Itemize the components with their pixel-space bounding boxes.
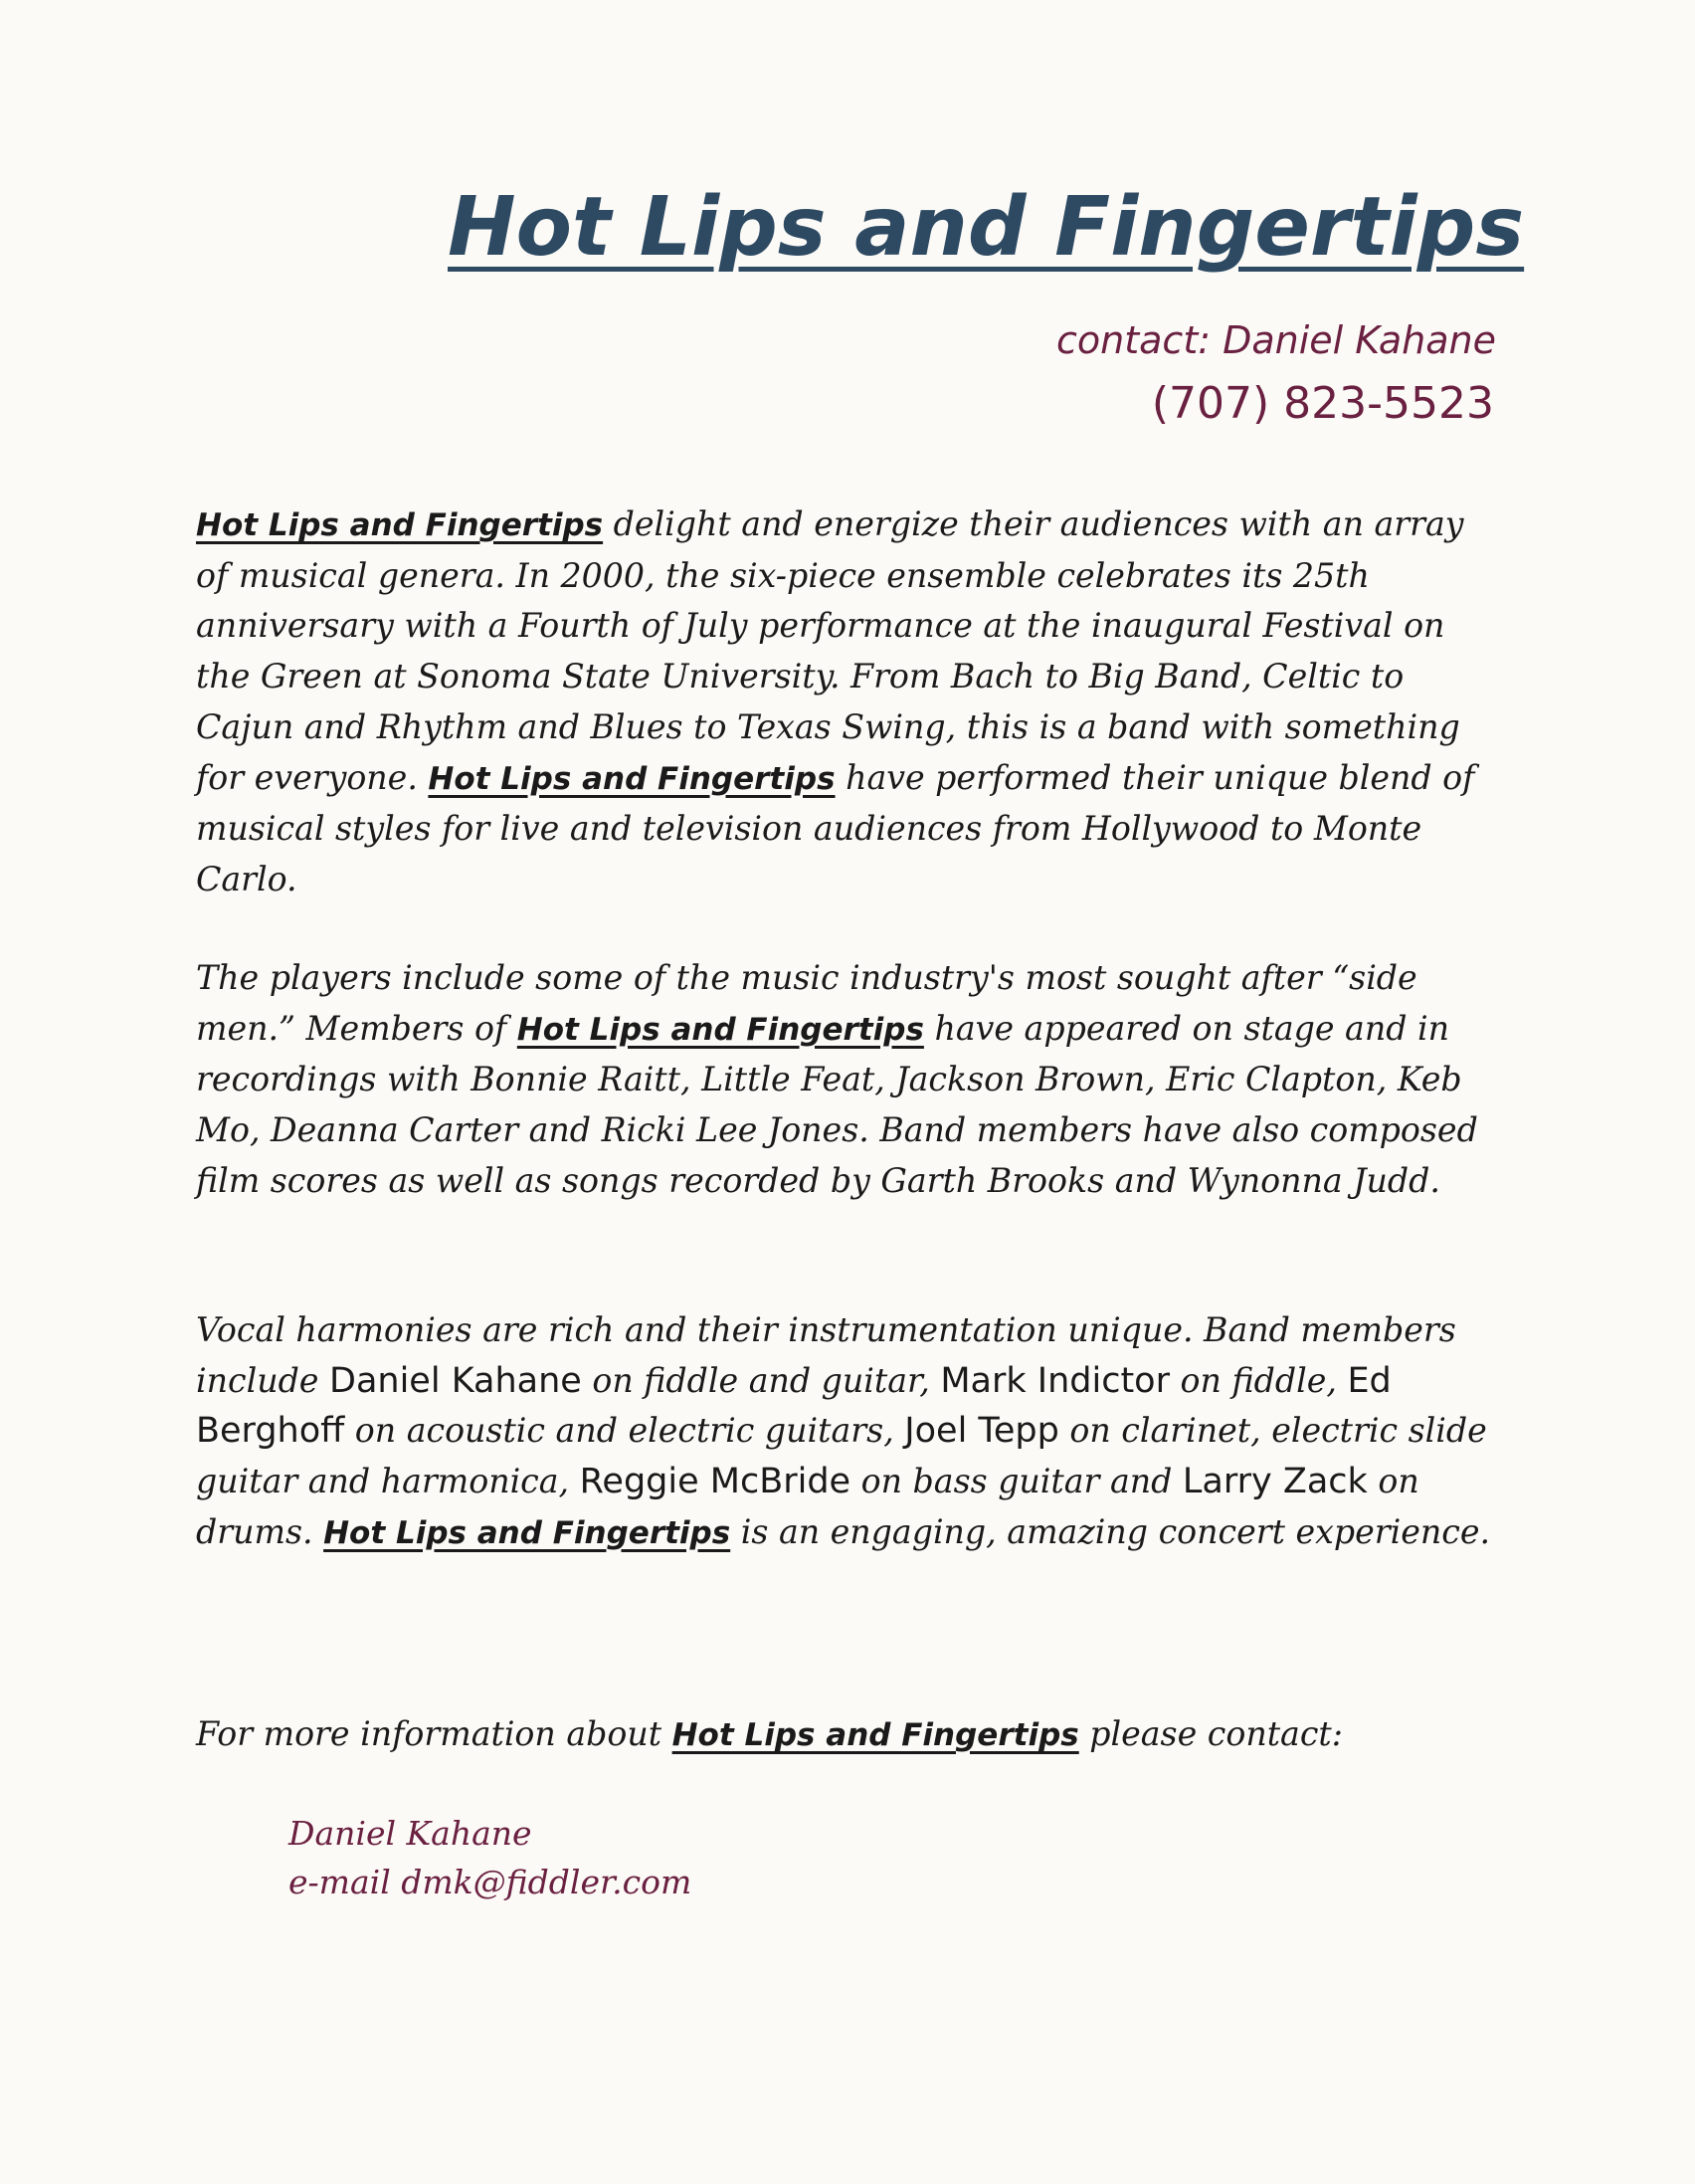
paragraph-members (196, 1305, 1499, 1559)
paragraph-text: on fiddle and guitar, (581, 1360, 941, 1400)
band-name-inline: Hot Lips and Fingertips (428, 760, 836, 797)
band-name-inline: Hot Lips and Fingertips (516, 1011, 924, 1048)
member-name: Joel Tepp (904, 1411, 1059, 1452)
band-name-inline: Hot Lips and Fingertips (323, 1514, 731, 1551)
paragraph-text: on clarinet, electric slide guitar and harmonica, (196, 1411, 1487, 1501)
member-name: Reggie McBride (579, 1462, 851, 1502)
signature-name: Daniel Kahane (288, 1814, 532, 1853)
paragraph-text: have appeared on stage and in recordings with Bonnie Raitt, Little Feat, Jackson Brown, Eric Clapton, Keb Mo, Deanna Carter and Ricki Lee Jones. Band members have also composed film scores as well as songs recorded by Garth Brooks and Wynonna Judd. (196, 1008, 1478, 1200)
member-name: Larry Zack (1182, 1462, 1368, 1502)
paragraph-text: delight and energize their audiences with an array of musical genera. In 2000, the six-piece ensemble celebrates its 25th anniversary with a Fourth of July performance at the inaugural Festival on the Green at Sonoma State University. From Bach to Big Band, Celtic to Cajun and Rhythm and Blues to Texas Swing, this is a band with something for everyone. (196, 504, 1464, 797)
paragraph-text: on bass guitar and (850, 1462, 1183, 1501)
paragraph-text: please contact: (1078, 1714, 1343, 1753)
band-name-inline: Hot Lips and Fingertips (671, 1717, 1079, 1753)
member-name: Ed Berghoff (196, 1360, 1392, 1452)
paragraph-text: is an engaging, amazing concert experience. (730, 1511, 1491, 1551)
band-title: Hot Lips and Fingertips (448, 180, 1525, 275)
paragraph-text: on acoustic and electric guitars, (344, 1411, 905, 1451)
more-info-line (196, 1709, 1499, 1761)
member-name: Daniel Kahane (329, 1360, 582, 1401)
paragraph-text: The players include some of the music industry's most sought after “side men.” Members of (196, 958, 1417, 1048)
paragraph-players (196, 953, 1499, 1207)
signature-email: e-mail dmk@fiddler.com (288, 1863, 692, 1901)
paragraph-text: on drums. (196, 1462, 1419, 1551)
paragraph-intro (196, 499, 1499, 905)
member-name: Mark Indictor (940, 1360, 1170, 1401)
paragraph-text: have performed their unique blend of musical styles for live and television audiences from Hollywood to Monte Carlo. (196, 757, 1475, 898)
paragraph-text: For more information about (196, 1714, 672, 1753)
band-name-inline: Hot Lips and Fingertips (196, 507, 604, 543)
paragraph-text: Vocal harmonies are rich and their instrumentation unique. Band members include (196, 1310, 1456, 1400)
header-phone: (707) 823-5523 (1151, 378, 1494, 429)
paragraph-text: on fiddle, (1170, 1360, 1348, 1400)
header-contact: contact: Daniel Kahane (1056, 318, 1496, 362)
